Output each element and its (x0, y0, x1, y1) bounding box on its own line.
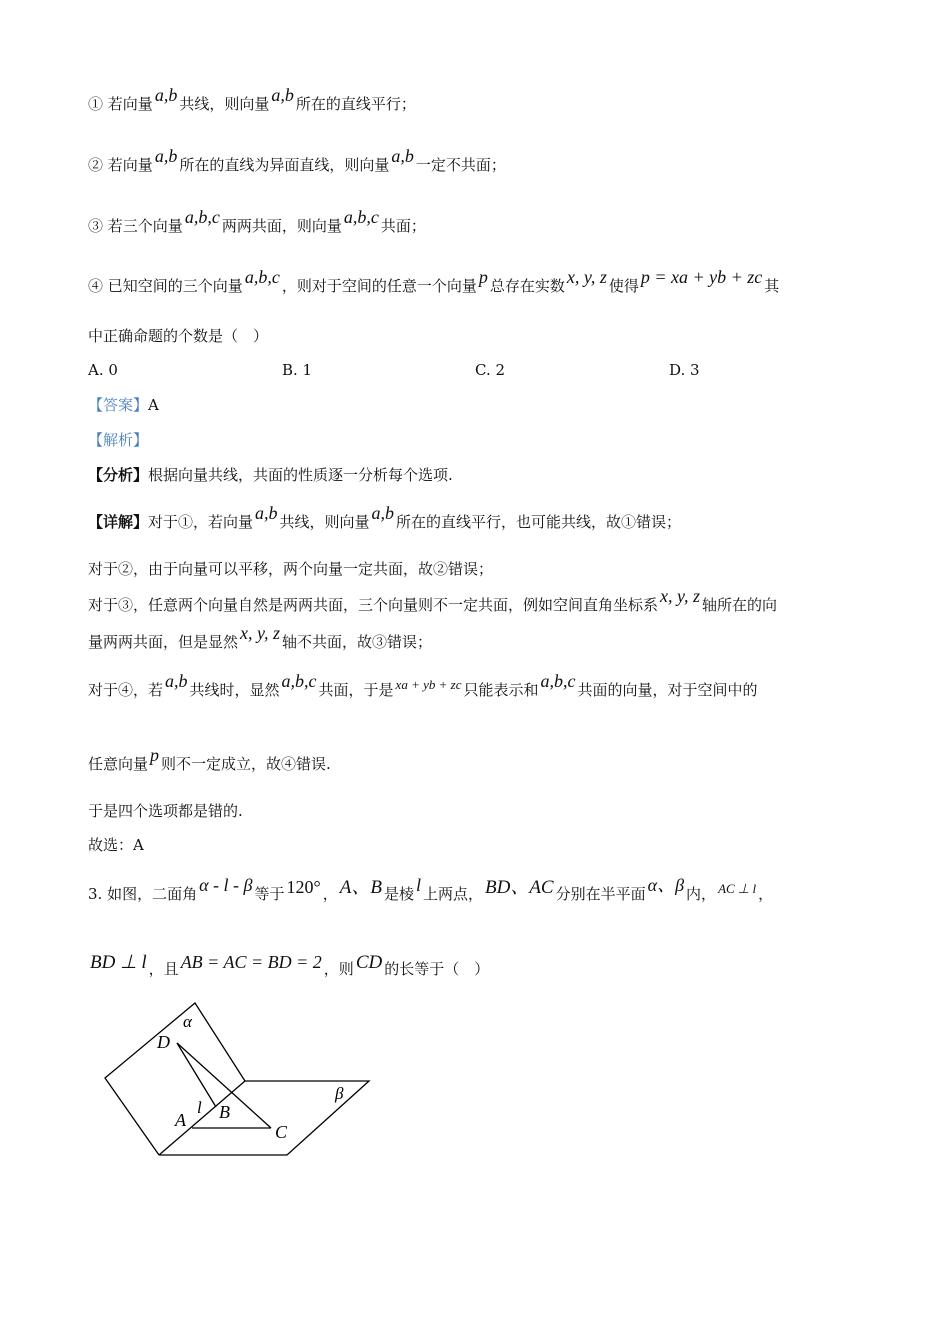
math: a,b,c (343, 207, 379, 227)
detail-line-8: 故选：A (88, 836, 144, 854)
text: 所在的直线平行； (295, 95, 416, 113)
text: ，则对于空间的任意一个向量 (281, 277, 477, 295)
option-c: C. 2 (475, 361, 506, 379)
math: a,b,c (281, 671, 317, 691)
text: 共线，则向量 (279, 513, 370, 531)
text: 轴所在的向 (702, 596, 778, 614)
fenxi-tag: 【分析】 (88, 466, 149, 484)
math: a,b,c (184, 207, 220, 227)
statement-number: ② (88, 156, 104, 174)
text: 轴不共面，故③错误； (282, 633, 433, 651)
math: a,b (271, 85, 294, 105)
label-a: A (175, 1110, 186, 1130)
text: 3. 如图，二面角 (88, 885, 198, 903)
math: AB = AC = BD = 2 (180, 952, 322, 972)
text: 对于①，若向量 (148, 513, 254, 531)
statement-2 (88, 146, 506, 175)
text: 上两点， (422, 885, 483, 903)
detail-line-2: 对于②，由于向量可以平移，两个向量一定共面，故②错误； (88, 560, 494, 578)
question-3-line-1 (88, 875, 774, 905)
math: CD (355, 952, 383, 973)
math: a,b (391, 146, 414, 166)
label-l: l (197, 1098, 202, 1117)
dihedral-angle-figure (95, 995, 385, 1165)
math: a,b (154, 146, 178, 166)
text: 共面； (380, 217, 426, 235)
text: 则不一定成立，故④错误. (161, 755, 331, 773)
math: α、β (647, 875, 685, 895)
option-d: D. 3 (669, 361, 700, 379)
math: BD、AC (485, 877, 554, 898)
math: α - l - β (199, 875, 253, 895)
text: 等于 (254, 885, 285, 903)
text: 内， (686, 885, 717, 903)
text: ， (322, 885, 338, 903)
text: 使得 (608, 277, 639, 295)
detail-line-3 (88, 586, 778, 615)
text: 对于③，任意两个向量自然是两两共面，三个向量则不一定共面，例如空间直角坐标系 (88, 596, 659, 614)
fenxi-line (88, 465, 453, 485)
text: 只能表示和 (463, 681, 539, 699)
text: 已知空间的三个向量 (107, 277, 243, 295)
text: 共面的向量，对于空间中的 (577, 681, 758, 699)
analysis-tag: 【解析】 (88, 431, 149, 449)
text: 若三个向量 (107, 217, 183, 235)
answer-value: A (148, 396, 159, 414)
detail-line-7: 于是四个选项都是错的. (88, 802, 243, 820)
answer-tag: 【答案】 (88, 396, 149, 414)
text: 两两共面，则向量 (221, 217, 342, 235)
text: 量两两共面，但是显然 (88, 633, 239, 651)
text: ，则 (323, 960, 354, 978)
text: 的长等于（ ） (384, 960, 490, 978)
text: 若向量 (107, 156, 153, 174)
math: p (478, 267, 488, 287)
text: 共线时，显然 (189, 681, 280, 699)
text: 是棱 (383, 885, 414, 903)
math: x, y, z (566, 267, 607, 287)
text: ，且 (148, 960, 179, 978)
math: xa + yb + zc (395, 677, 462, 692)
question-stem: 中正确命题的个数是（ ） (88, 327, 269, 345)
label-c: C (275, 1122, 288, 1142)
detail-line-6 (88, 745, 331, 774)
fenxi-text: 根据向量共线，共面的性质逐一分析每个选项. (148, 466, 453, 484)
label-beta: β (335, 1084, 344, 1103)
statement-number: ③ (88, 217, 104, 235)
detail-tag: 【详解】 (88, 513, 149, 531)
text: 总存在实数 (489, 277, 565, 295)
statement-4 (88, 267, 780, 296)
plane-alpha-edge (105, 1003, 245, 1155)
math: x, y, z (240, 623, 281, 643)
math: p = xa + yb + zc (640, 267, 763, 287)
detail-line-1 (88, 503, 682, 532)
math: l (415, 875, 421, 895)
text: 所在的直线平行，也可能共线，故①错误； (396, 513, 682, 531)
question-3-line-2 (88, 952, 490, 979)
statement-1 (88, 85, 416, 114)
math: a,b,c (244, 267, 280, 287)
text: 分别在半平面 (555, 885, 646, 903)
math: a,b (165, 671, 188, 691)
text: 若向量 (107, 95, 153, 113)
math: 120° (286, 877, 321, 897)
statement-number: ④ (88, 277, 104, 295)
text: ， (758, 885, 774, 903)
detail-line-4 (88, 623, 433, 652)
text: 一定不共面； (415, 156, 506, 174)
detail-line-5 (88, 671, 758, 701)
answer-line (88, 395, 159, 415)
math: BD ⊥ l (90, 952, 147, 973)
math: a,b,c (540, 671, 576, 691)
text: 共线，则向量 (179, 95, 270, 113)
statement-number: ① (88, 95, 104, 113)
analysis-line (88, 430, 148, 450)
text: 其 (764, 277, 780, 295)
text: 所在的直线为异面直线，则向量 (179, 156, 390, 174)
option-b: B. 1 (282, 361, 313, 379)
math: a,b (371, 503, 395, 523)
text: 任意向量 (88, 755, 149, 773)
label-b: B (219, 1102, 230, 1122)
math: x, y, z (660, 586, 701, 606)
math: a,b (255, 503, 278, 523)
statement-3 (88, 207, 426, 236)
label-d: D (157, 1032, 170, 1052)
math: AC ⊥ l (718, 881, 757, 896)
label-alpha: α (183, 1012, 192, 1031)
math: p (150, 745, 160, 765)
math: a,b (154, 85, 178, 105)
text: 共面，于是 (318, 681, 394, 699)
text: 对于④，若 (88, 681, 164, 699)
option-a: A. 0 (88, 361, 118, 379)
math: A、B (339, 877, 382, 898)
